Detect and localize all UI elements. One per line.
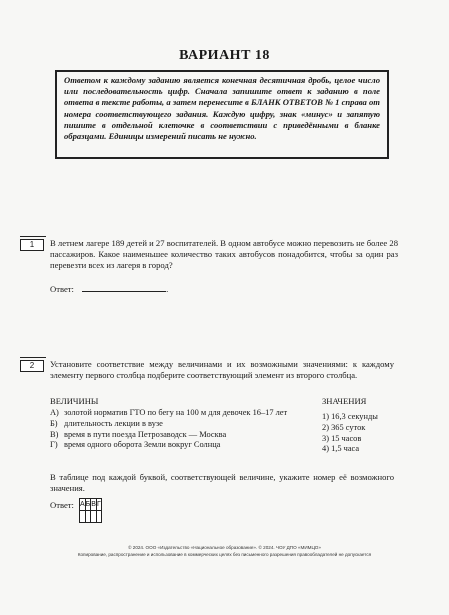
q2-text: Установите соответствие между величинами и их возможными значениями: к каждому элементу первого столбца подберите соответствующий элемент из второго столбца. — [50, 359, 394, 380]
q2-answer-grid — [79, 498, 102, 523]
grid-letter-g: Г — [96, 499, 101, 511]
q1-number: 1 — [20, 239, 44, 251]
q2-left-item-a — [50, 408, 302, 419]
instructions-box: Ответом к каждому заданию является конечная десятичная дробь, целое число или последовательность цифр. Сначала запишите ответ к заданию в поле ответа в тексте работы, а затем перенесите в БЛАНК ОТВЕТОВ № 1 справа от номера соответствующего задания. Каждую цифру, знак «минус» и запятую пишите в отдельной клеточке в соответствии с приведёнными в бланке образцами. Единицы измерений писать не нужно. — [55, 70, 389, 159]
q2-left-key: Г) — [50, 440, 58, 450]
q1-answer-field[interactable] — [82, 283, 169, 294]
grid-cell-g[interactable] — [96, 511, 101, 523]
q2-left-header: ВЕЛИЧИНЫ — [50, 396, 99, 406]
footer-copyright: © 2024. ООО «Издательство «Национальное образование». © 2024. ЧОУ ДПО «МИМЦО» — [128, 545, 321, 550]
q2-left-item-v — [50, 430, 302, 441]
q1-text: В летнем лагере 189 детей и 27 воспитателей. В одном автобусе можно перевозить не более 28 пассажиров. Какое наименьшее количество таких автобусов понадобится, чтобы за один раз перевезти всех из лагеря в город? — [50, 238, 398, 270]
q2-left-key: А) — [50, 408, 59, 417]
q2-right-header: ЗНАЧЕНИЯ — [322, 396, 367, 406]
q2-left-item-g — [50, 440, 302, 451]
q2-right-list — [322, 412, 402, 455]
q2-left-item-b — [50, 419, 302, 430]
q2-number: 2 — [20, 360, 44, 372]
grid-letter-a: А — [80, 499, 86, 511]
q2-right-item: 1) 16,3 секунды — [322, 412, 378, 421]
q2-right-item: 4) 1,5 часа — [322, 444, 360, 454]
q2-left-list — [50, 408, 302, 451]
q2-note: В таблице под каждой буквой, соответствующей величине, укажите номер её возможного значения. — [50, 472, 394, 493]
q2-left-text: время в пути поезда Петрозаводск — Москва — [64, 429, 227, 439]
q2-left-key: Б) — [50, 418, 58, 428]
variant-title: ВАРИАНТ 18 — [179, 48, 270, 63]
q2-right-item: 3) 15 часов — [322, 433, 362, 443]
q2-separator — [20, 357, 46, 358]
q1-answer-suffix: . — [166, 284, 169, 294]
q2-left-key: В) — [50, 429, 59, 439]
q2-right-item: 2) 365 суток — [322, 422, 366, 432]
footer-notice: Копирование, распространение и использование в коммерческих целях без письменного разрешения правообладателей не допускается — [77, 552, 372, 557]
q2-answer-label: Ответ: — [50, 500, 74, 510]
q1-answer-label: Ответ: — [50, 284, 74, 294]
grid-letter-v: В — [91, 499, 97, 511]
q1-separator — [20, 236, 46, 237]
q2-left-text: золотой норматив ГТО по бегу на 100 м для девочек 16–17 лет — [64, 408, 288, 417]
q2-left-text: время одного оборота Земли вокруг Солнца — [64, 440, 221, 450]
q1-answer-row — [50, 283, 168, 294]
q2-left-text: длительность лекции в вузе — [64, 418, 163, 428]
grid-letter-b: Б — [85, 499, 91, 511]
